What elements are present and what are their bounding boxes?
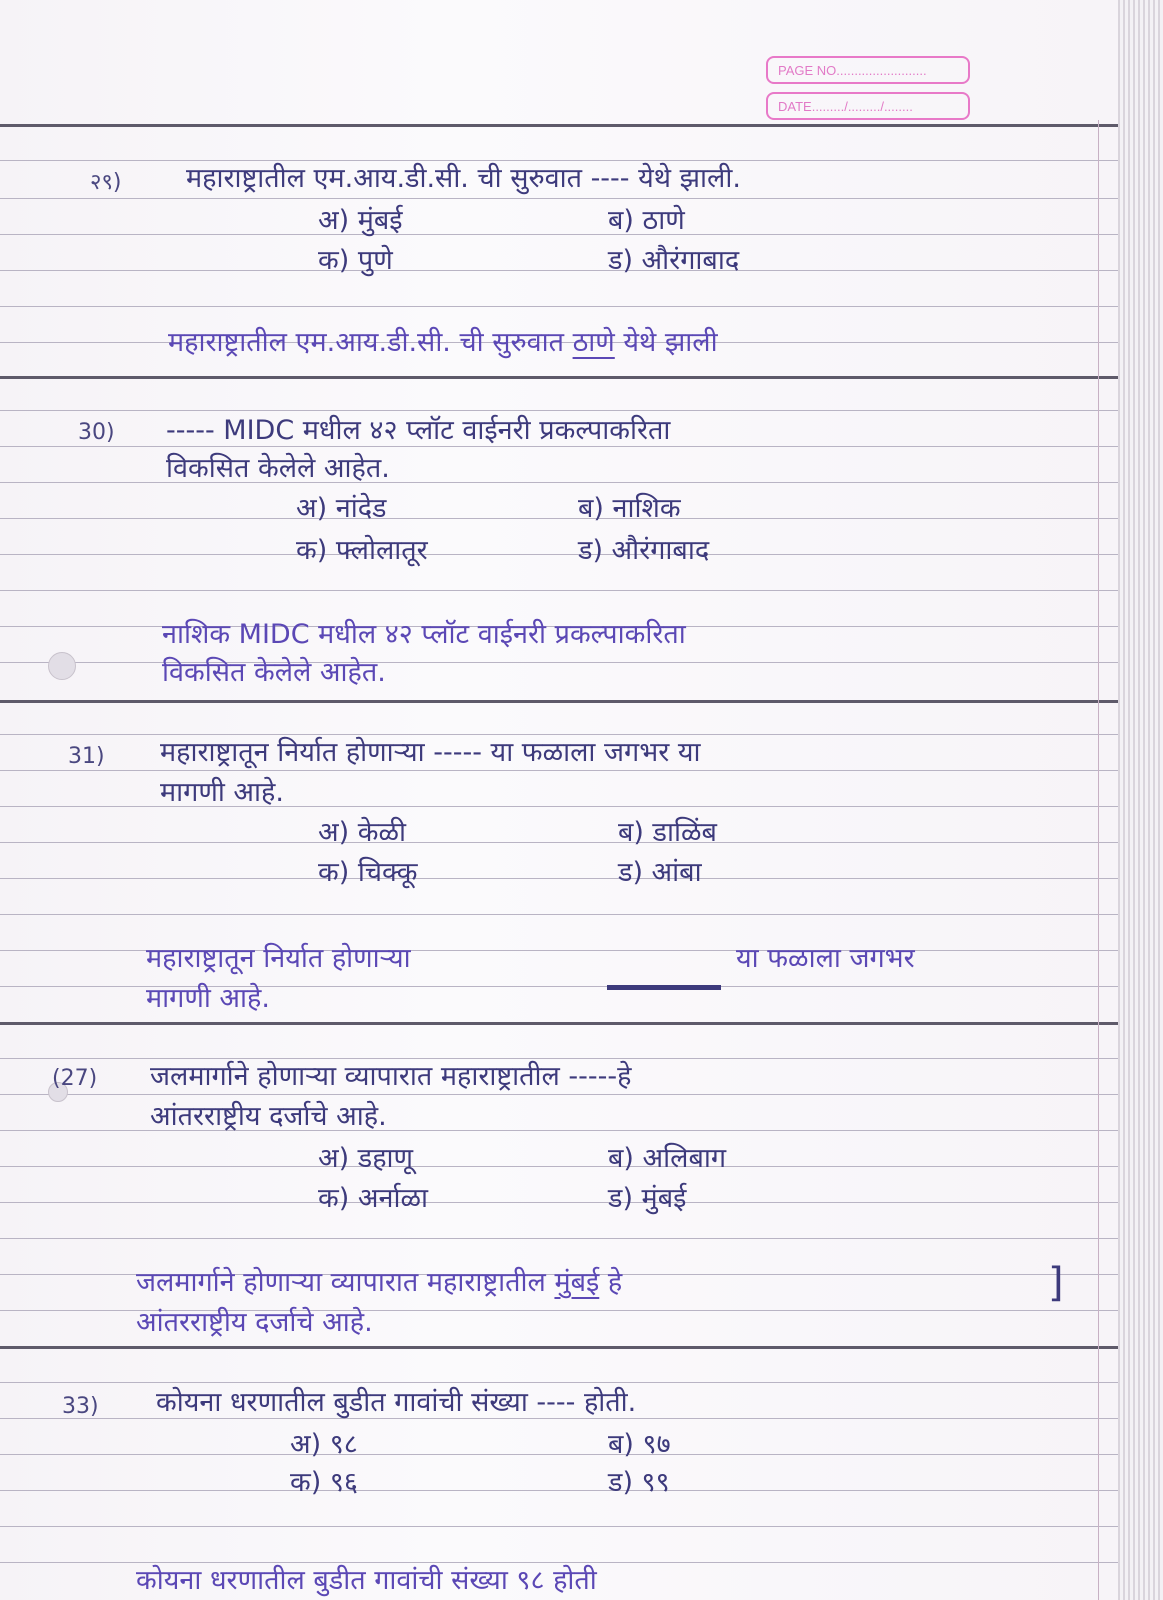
- option-d: ड) आंबा: [618, 857, 702, 888]
- notebook-page-edges: [1118, 0, 1163, 1600]
- option-a: अ) नांदेड: [296, 493, 387, 524]
- option-a: अ) डहाणू: [318, 1143, 414, 1174]
- option-a: अ) केळी: [318, 817, 406, 848]
- date-field: DATE........./........./........: [766, 92, 970, 120]
- question-text-cont: विकसित केलेले आहेत.: [166, 453, 390, 484]
- question-number: 33): [62, 1394, 99, 1419]
- question-number: 31): [68, 744, 105, 769]
- option-b: ब) ठाणे: [608, 205, 685, 236]
- answer-text: जलमार्गाने होणाऱ्या व्यापारात महाराष्ट्रातील मुंबई हे: [136, 1267, 623, 1298]
- answer-text: कोयना धरणातील बुडीत गावांची संख्या ९८ होती: [136, 1565, 597, 1596]
- option-b: ब) डाळिंब: [618, 817, 717, 848]
- option-d: ड) औरंगाबाद: [578, 535, 710, 566]
- answer-highlight: मुंबई: [554, 1267, 600, 1298]
- answer-text-cont: आंतरराष्ट्रीय दर्जाचे आहे.: [136, 1307, 373, 1338]
- question-text: महाराष्ट्रातील एम.आय.डी.सी. ची सुरुवात ---- येथे झाली.: [186, 163, 741, 194]
- question-text: कोयना धरणातील बुडीत गावांची संख्या ---- होती.: [156, 1387, 637, 1418]
- option-b: ब) ९७: [608, 1429, 671, 1460]
- option-c: क) फ्लोलातूर: [296, 535, 428, 566]
- page-number-field: PAGE NO.........................: [766, 56, 970, 84]
- question-text: जलमार्गाने होणाऱ्या व्यापारात महाराष्ट्रातील -----हे: [150, 1061, 632, 1092]
- margin-bracket: ]: [1048, 1260, 1064, 1306]
- answer-text: महाराष्ट्रातून निर्यात होणाऱ्या: [146, 943, 411, 974]
- question-text-cont: आंतरराष्ट्रीय दर्जाचे आहे.: [150, 1101, 387, 1132]
- option-b: ब) नाशिक: [578, 493, 681, 524]
- option-d: ड) मुंबई: [608, 1183, 687, 1214]
- option-c: क) अर्नाळा: [318, 1183, 428, 1214]
- question-text: ----- MIDC मधील ४२ प्लॉट वाईनरी प्रकल्पाकरिता: [166, 415, 671, 446]
- question-number: 30): [78, 420, 115, 445]
- answer-text: महाराष्ट्रातील एम.आय.डी.सी. ची सुरुवात ठाणे येथे झाली: [168, 327, 718, 358]
- answer-text-cont: विकसित केलेले आहेत.: [162, 657, 386, 688]
- answer-text-end: या फळाला जगभर: [736, 943, 915, 974]
- answer-highlight: ठाणे: [572, 327, 615, 358]
- option-b: ब) अलिबाग: [608, 1143, 727, 1174]
- answer-text-cont: मागणी आहे.: [146, 983, 270, 1014]
- option-a: अ) मुंबई: [318, 205, 403, 236]
- question-text-cont: मागणी आहे.: [160, 777, 284, 808]
- option-c: क) पुणे: [318, 245, 393, 276]
- option-c: क) ९६: [290, 1467, 358, 1498]
- punch-hole: [48, 652, 76, 680]
- option-c: क) चिक्कू: [318, 857, 418, 888]
- answer-blank: [607, 985, 721, 990]
- option-a: अ) ९८: [290, 1429, 358, 1460]
- question-text: महाराष्ट्रातून निर्यात होणाऱ्या ----- या फळाला जगभर या: [160, 737, 701, 768]
- option-d: ड) ९९: [608, 1467, 670, 1498]
- answer-text: नाशिक MIDC मधील ४२ प्लॉट वाईनरी प्रकल्पाकरिता: [162, 619, 686, 650]
- question-number: २९): [90, 170, 122, 195]
- option-d: ड) औरंगाबाद: [608, 245, 740, 276]
- question-number: (27): [52, 1066, 98, 1091]
